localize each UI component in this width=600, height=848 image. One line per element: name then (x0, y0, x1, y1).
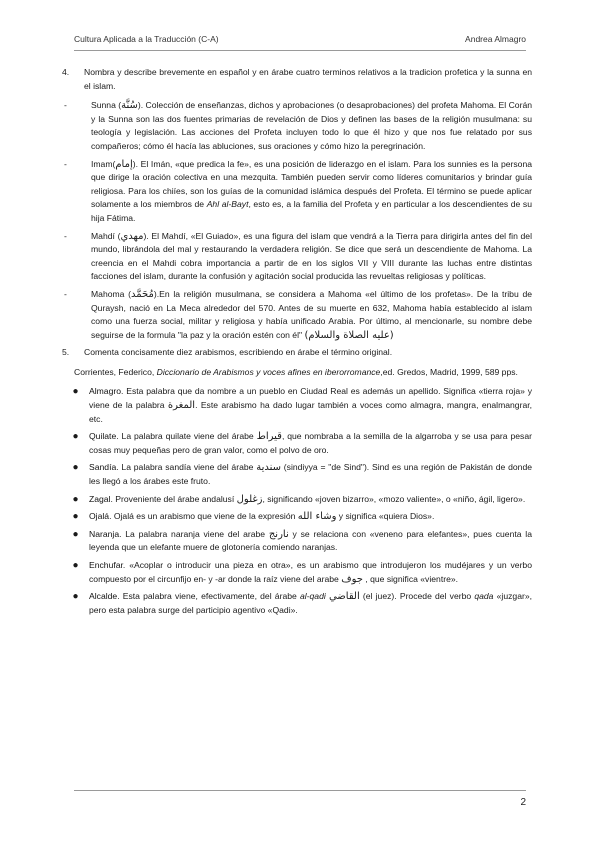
bullet-icon: ● (72, 528, 79, 540)
question-number: 5. (62, 347, 70, 358)
arabic-term: مهدي (120, 230, 144, 242)
arabic-term: وشاء الله (297, 511, 337, 523)
footer-divider (74, 790, 526, 791)
arabism-name: Quilate (89, 431, 117, 442)
bullet-icon: ● (72, 511, 79, 523)
list-item-mahdi: - Mahdí (مهدي). El Mahdí, «El Guiado», es una figura del islam que vendrá a la Tierra para dirigirla antes del fin del mundo, librándola del mal y restaurando la verdadera religión. Se dice que será un descendiente de Mahoma. La creencia en el Mahdi cobra importancia a partir de en los siglos VII y VIII durante las luchas entre distintas facciones del islam, durante la confusión y agitación social producida las revueltas religiosas y políticas. (64, 230, 532, 282)
arabic-term: مُحَمَّد (131, 288, 154, 300)
list-item-alcalde: ● Alcalde. Esta palabra viene, efectivamente, del árabe al-qadi القاضي (el juez). Procede del verbo qada «juzgar», pero esta palabra surge del participio agentivo «Qadi». (60, 590, 532, 617)
list-item-almagro: ● Almagro. Esta palabra que da nombre a un pueblo en Ciudad Real es además un apellido. Significa «tierra roja» y viene de la palabra المغرة. Este arabismo ha dado lugar también a voces como almagra, mangra, enalmangrar, etc. (60, 385, 532, 426)
arabic-term: زغلول (236, 493, 263, 505)
term: Mahdí (91, 230, 115, 241)
term: Sunna (91, 100, 116, 111)
arabic-term: نارنج (268, 528, 289, 540)
bullet-icon: ● (72, 591, 79, 603)
list-item-ojala: ● Ojalá. Ojalá es un arabismo que viene de la expresión وشاء الله y significa «quiera Dios». (60, 510, 532, 524)
bibliographic-reference: Corrientes, Federico, Diccionario de Arabismos y voces afines en iberorromance,ed. Gredos, Madrid, 1999, 589 pps. (74, 366, 518, 377)
arabic-term: سندية (256, 462, 281, 474)
header-divider (74, 50, 526, 51)
arabic-term: القاضي (328, 591, 360, 603)
list-item-zagal: ● Zagal. Proveniente del árabe andalusí زغلول, significando «joven bizarro», «mozo valiente», o «niño, ágil, ligero». (60, 493, 532, 507)
arabic-term: المغرة (167, 400, 196, 412)
question-4 (60, 66, 532, 93)
term: Imam (91, 158, 113, 169)
arabic-blessing: (عليه الصلاة والسلام) (304, 329, 394, 341)
list-item-imam: - Imam(إمام). El Imán, «que predica la fe», es una posición de liderazgo en el islam. Para los sunnies es la persona que dirige la oración colectiva en una mezquita. También pueden servir como líderes comunitarios y brindar guía religiosa. Para los chiíes, son los guías de la comunidad islámica después del Profeta. El término se puede aplicar solamente a los miembros de Ahl al-Bayt, esto es, a la familia del Profeta y en particular a los descendientes de su hija Fátima. (64, 158, 532, 223)
arabism-name: Zagal (89, 493, 111, 504)
list-item-quilate: ● Quilate. La palabra quilate viene del árabe قيراط, que nombraba a la semilla de la algarroba y se usa para pesar cosas muy pequeñas pero de gran valor, como el polvo de oro. (60, 430, 532, 457)
list-item-sandia: ● Sandía. La palabra sandía viene del árabe سندية (sindiyya = "de Sind"). Sind es una región de Pakistán de donde les llegó a los árabes este fruto. (60, 461, 532, 488)
bullet-icon: ● (72, 493, 79, 505)
document-body (60, 66, 532, 621)
list-item-sunna: - Sunna (سُنَّة). Colección de enseñanzas, dichos y aprobaciones (o desaprobaciones) del profeta Mahoma. El Corán y la Sunna son las dos fuentes primarias de revelación de Dios y definen las bases de la religión musulmana: su teología y legislación. Las acciones del Profeta incluyen todo lo que él hizo y que nos fue relatado por sus compañeros; cómo él hacía las abluciones, sus oraciones y cómo hizo la peregrinación. (64, 100, 532, 151)
arabic-term: إمام (115, 158, 133, 170)
arabism-name: Sandía (89, 462, 117, 473)
bullet-icon: ● (72, 560, 79, 571)
list-item-enchufar: ● Enchufar. «Acoplar o introducir una pieza en otra», es un arabismo que introdujeron los mudéjares y un verbo compuesto por el circunfijo en- y -ar donde la raíz viene del arabe جوف , que significa «vientre». (60, 559, 532, 586)
list-item-naranja: ● Naranja. La palabra naranja viene del arabe نارنج y se relaciona con «veneno para elefantes», pues cuenta la leyenda que un elefante muere de glotonería comiendo naranjas. (60, 528, 532, 555)
header-course: Cultura Aplicada a la Traducción (C-A) (74, 34, 219, 44)
question-text: Nombra y describe brevemente en español y en árabe cuatro terminos relativos a la tradicion profetica y la sunna en el islam. (84, 67, 532, 91)
question-number: 4. (62, 67, 70, 77)
header-author: Andrea Almagro (465, 34, 526, 44)
reference-title: Diccionario de Arabismos y voces afines en iberorromance (156, 366, 381, 377)
arabism-name: Enchufar (89, 560, 123, 570)
bullet-icon: ● (72, 431, 79, 443)
question-5 (60, 346, 532, 360)
bullet-icon: ● (72, 462, 79, 474)
question-text: Comenta concisamente diez arabismos, escribiendo en árabe el término original. (84, 347, 393, 358)
page-header (74, 34, 526, 48)
arabic-term: سُنَّة (121, 100, 138, 112)
arabic-term: قيراط (256, 431, 282, 443)
arabism-name: Naranja (89, 528, 120, 539)
arabism-name: Almagro (89, 386, 121, 397)
term: Mahoma (91, 288, 125, 299)
arabism-name: Alcalde (89, 591, 118, 602)
arabic-term: جوف (341, 573, 363, 585)
arabism-name: Ojalá (89, 511, 110, 522)
page-number: 2 (520, 797, 526, 808)
list-item-mahoma: - Mahoma (مُحَمَّد).En la religión musulmana, se considera a Mahoma «el último de los profetas». De la tribu de Quraysh, nació en La Meca alrededor del 570. Antes de su muerte en 632, Mahoma había establecido al islam como una fuerza social, militar y religiosa y había unificado Arabia. Por último, al mencionarle, su nombre debe seguirse de la formula "la paz y la oración estén con él" (عليه الصلاة والسلام) (64, 288, 533, 341)
bullet-icon: ● (72, 386, 79, 398)
